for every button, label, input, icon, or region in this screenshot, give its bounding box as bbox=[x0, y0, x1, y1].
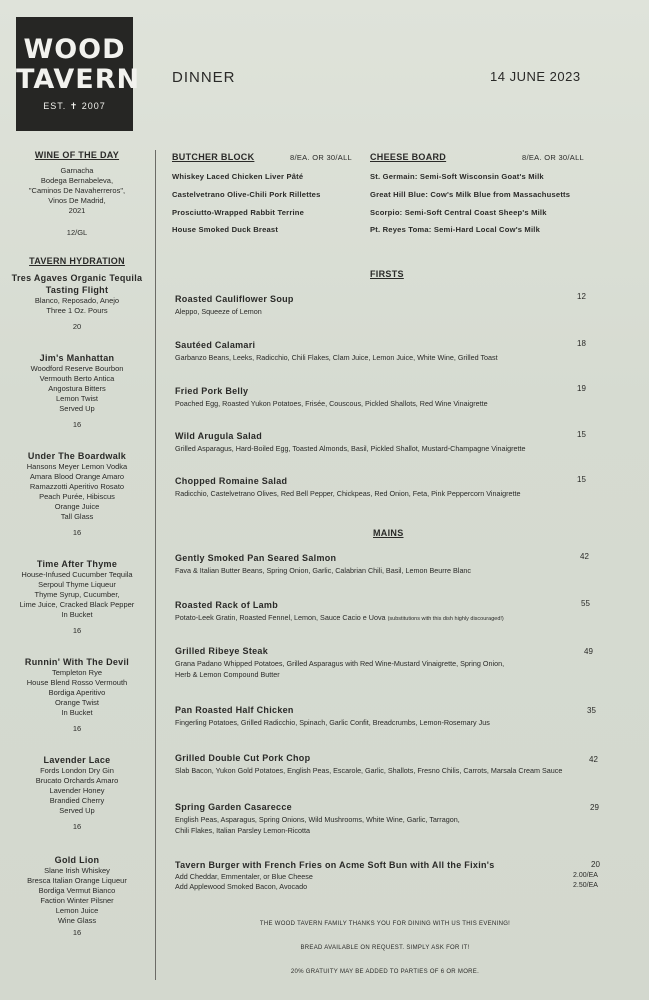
drink-line: Fords London Dry Gin bbox=[40, 766, 114, 775]
dish-price: 55 bbox=[581, 599, 590, 608]
mains-title: MAINS bbox=[373, 528, 404, 538]
dish-description: Slab Bacon, Yukon Gold Potatoes, English Peas, Escarole, Garlic, Shallots, Fresno Chilis, Carrots, Marsala Cream Sauce bbox=[175, 766, 563, 775]
drink-item bbox=[2, 854, 152, 938]
footer-gratuity: 20% GRATUITY MAY BE ADDED TO PARTIES OF 6 OR MORE. bbox=[290, 969, 480, 975]
drink-line: Templeton Rye bbox=[51, 668, 103, 677]
dish-description: Fingerling Potatoes, Grilled Radicchio, Spinach, Garlic Confit, Breadcrumbs, Lemon-Rosemary Jus bbox=[175, 718, 490, 727]
drink-item bbox=[2, 450, 152, 538]
dish-item bbox=[175, 386, 595, 409]
drink-line: Bresca Italian Orange Liqueur bbox=[27, 876, 127, 885]
cheese-board-price: 8/EA. OR 30/ALL bbox=[522, 153, 585, 162]
dish-item bbox=[175, 294, 595, 317]
drink-line: Peach Purée, Hibiscus bbox=[39, 492, 115, 501]
drink-line: Orange Juice bbox=[54, 502, 100, 511]
drink-line: Slane Irish Whiskey bbox=[44, 866, 110, 875]
firsts-title: FIRSTS bbox=[370, 269, 404, 279]
drink-line: House-Infused Cucumber Tequila bbox=[21, 570, 133, 579]
footer-thanks: THE WOOD TAVERN FAMILY THANKS YOU FOR DINING WITH US THIS EVENING! bbox=[259, 921, 511, 927]
dish-name: Roasted Cauliflower Soup bbox=[175, 294, 294, 304]
drink-name: Lavender Lace bbox=[43, 755, 111, 765]
dish-name: Pan Roasted Half Chicken bbox=[175, 705, 294, 715]
menu-date: 14 JUNE 2023 bbox=[490, 69, 581, 84]
drinks-column bbox=[2, 150, 152, 938]
drink-price: 16 bbox=[72, 528, 82, 537]
butcher-item: Whiskey Laced Chicken Liver Pâté bbox=[172, 172, 304, 181]
drink-line: Serpoul Thyme Liqueur bbox=[38, 580, 116, 589]
dish-name: Wild Arugula Salad bbox=[175, 431, 262, 441]
drink-name: Under The Boardwalk bbox=[27, 451, 127, 461]
drink-name: Runnin' With The Devil bbox=[24, 657, 130, 667]
logo-line-1: WOOD bbox=[23, 34, 126, 65]
dish-description: Potato-Leek Gratin, Roasted Fennel, Lemon, Sauce Cacio e Uova bbox=[175, 613, 386, 622]
cheese-item: Scorpio: Semi-Soft Central Coast Sheep's Milk bbox=[370, 208, 547, 217]
drink-name: Time After Thyme bbox=[36, 559, 118, 569]
drink-line: Orange Twist bbox=[54, 698, 100, 707]
drink-line: Wine Glass bbox=[57, 916, 97, 925]
dish-description: Grilled Asparagus, Hard-Boiled Egg, Toasted Almonds, Basil, Pickled Shallot, Mustard-Champagne Vinaigrette bbox=[175, 444, 526, 453]
dish-item bbox=[175, 705, 595, 728]
dish-name: Tavern Burger with French Fries on Acme Soft Bun with All the Fixin's bbox=[175, 860, 495, 870]
column-divider bbox=[155, 150, 156, 980]
tavern-hydration-title: TAVERN HYDRATION bbox=[29, 256, 125, 266]
dish-price: 15 bbox=[577, 430, 586, 439]
butcher-item: House Smoked Duck Breast bbox=[172, 225, 279, 234]
dish-price: 20 bbox=[591, 860, 600, 869]
drink-price: 16 bbox=[72, 928, 82, 937]
drink-line: In Bucket bbox=[61, 708, 93, 717]
drink-line: Bordiga Vermut Bianco bbox=[38, 886, 116, 895]
drink-price: 16 bbox=[72, 724, 82, 733]
drink-line: Ramazzotti Aperitivo Rosato bbox=[29, 482, 125, 491]
drink-line: Lime Juice, Cracked Black Pepper bbox=[19, 600, 135, 609]
dish-item bbox=[175, 860, 595, 892]
cheese-item: Great Hill Blue: Cow's Milk Blue from Massachusetts bbox=[370, 190, 571, 199]
dish-name: Gently Smoked Pan Seared Salmon bbox=[175, 553, 337, 563]
dish-price: 18 bbox=[577, 339, 586, 348]
drink-line: Tall Glass bbox=[60, 512, 94, 521]
wine-line: "Caminos De Navaherreros", bbox=[28, 186, 126, 195]
dish-description: Grana Padano Whipped Potatoes, Grilled Asparagus with Red Wine-Mustard Vinaigrette, Spring Onion, bbox=[175, 659, 505, 668]
dish-item bbox=[175, 431, 595, 454]
dish-name: Fried Pork Belly bbox=[175, 386, 249, 396]
dish-description: Radicchio, Castelvetrano Olives, Red Bell Pepper, Chickpeas, Red Onion, Feta, Pink Peppercorn Vinaigrette bbox=[175, 489, 521, 498]
drink-name: Jim's Manhattan bbox=[39, 353, 115, 363]
drink-line: House Blend Rosso Vermouth bbox=[26, 678, 128, 687]
dish-description-cont: Herb & Lemon Compound Butter bbox=[175, 670, 280, 679]
drink-name: Gold Lion bbox=[54, 855, 100, 865]
wood-tavern-logo bbox=[16, 17, 141, 131]
dish-price: 49 bbox=[584, 647, 593, 656]
cheese-item: Pt. Reyes Toma: Semi-Hard Local Cow's Milk bbox=[370, 225, 540, 234]
wine-line: 2021 bbox=[68, 206, 86, 215]
drink-item bbox=[2, 272, 152, 332]
drink-line: Served Up bbox=[59, 806, 95, 815]
dish-name: Sautéed Calamari bbox=[175, 340, 256, 350]
dish-name: Grilled Ribeye Steak bbox=[175, 646, 269, 656]
butcher-item: Prosciutto-Wrapped Rabbit Terrine bbox=[172, 208, 305, 217]
dish-description: Add Cheddar, Emmentaler, or Blue Cheese bbox=[175, 872, 313, 881]
drink-line: Vermouth Berto Antica bbox=[39, 374, 115, 383]
dish-item bbox=[175, 476, 595, 499]
drink-price: 20 bbox=[72, 322, 82, 331]
dish-description: Fava & Italian Butter Beans, Spring Onion, Garlic, Calabrian Chili, Basil, Lemon Beurre Blanc bbox=[175, 566, 472, 575]
dish-price: 42 bbox=[589, 755, 598, 764]
dish-name: Roasted Rack of Lamb bbox=[175, 600, 279, 610]
dish-description-cont: Chili Flakes, Italian Parsley Lemon-Ricotta bbox=[175, 826, 311, 835]
drink-price: 16 bbox=[72, 626, 82, 635]
drink-line: Thyme Syrup, Cucumber, bbox=[34, 590, 120, 599]
dish-item bbox=[175, 600, 595, 624]
dish-price: 29 bbox=[590, 803, 599, 812]
dish-price: 12 bbox=[577, 292, 586, 301]
drink-line: Amara Blood Orange Amaro bbox=[29, 472, 125, 481]
drink-price: 16 bbox=[72, 822, 82, 831]
butcher-block-price: 8/EA. OR 30/ALL bbox=[290, 153, 353, 162]
drink-line: Blanco, Reposado, Anejo bbox=[34, 296, 120, 305]
dish-price: 15 bbox=[577, 475, 586, 484]
drink-line: Served Up bbox=[59, 404, 95, 413]
logo-est: EST. ✝ 2007 bbox=[43, 101, 106, 111]
dish-item bbox=[175, 646, 595, 680]
dish-item bbox=[175, 802, 595, 836]
dish-price: 42 bbox=[580, 552, 589, 561]
cheese-item: St. Germain: Semi-Soft Wisconsin Goat's Milk bbox=[370, 172, 544, 181]
dish-description: English Peas, Asparagus, Spring Onions, Wild Mushrooms, White Wine, Garlic, Tarragon, bbox=[175, 815, 460, 824]
drink-line: Lavender Honey bbox=[49, 786, 105, 795]
drink-item bbox=[2, 754, 152, 832]
dish-description-cont: Add Applewood Smoked Bacon, Avocado bbox=[175, 882, 308, 891]
drink-line: Brucato Orchards Amaro bbox=[35, 776, 119, 785]
addon-price: 2.00/EA bbox=[573, 872, 598, 879]
drink-line: In Bucket bbox=[61, 610, 93, 619]
footer-bread: BREAD AVAILABLE ON REQUEST. SIMPLY ASK FOR IT! bbox=[300, 945, 470, 951]
drink-item bbox=[2, 656, 152, 734]
wine-of-the-day-title: WINE OF THE DAY bbox=[34, 150, 120, 160]
dish-description: Poached Egg, Roasted Yukon Potatoes, Frisée, Couscous, Pickled Shallots, Red Wine Vinaigrette bbox=[175, 399, 488, 408]
dish-note: (substitutions with this dish highly discouraged!) bbox=[387, 616, 504, 622]
drink-line: Faction Winter Pilsner bbox=[40, 896, 114, 905]
drink-line: Three 1 Oz. Pours bbox=[46, 306, 108, 315]
cheese-board-title: CHEESE BOARD bbox=[370, 152, 447, 162]
drink-price: 16 bbox=[72, 420, 82, 429]
dish-item bbox=[175, 553, 595, 576]
drink-line: Brandied Cherry bbox=[49, 796, 105, 805]
dish-description-row bbox=[175, 613, 595, 624]
page-title: DINNER bbox=[172, 69, 236, 86]
drink-name: Tres Agaves Organic Tequila Tasting Flight bbox=[11, 273, 143, 295]
butcher-item: Castelvetrano Olive-Chili Pork Rillettes bbox=[172, 190, 321, 199]
drink-line: Bordiga Aperitivo bbox=[48, 688, 106, 697]
drink-item bbox=[2, 558, 152, 636]
drink-line: Lemon Twist bbox=[56, 394, 98, 403]
dish-name: Chopped Romaine Salad bbox=[175, 476, 288, 486]
drink-line: Woodford Reserve Bourbon bbox=[30, 364, 124, 373]
dish-item bbox=[175, 340, 595, 363]
logo-line-2: TAVERN bbox=[16, 64, 141, 95]
dish-price: 19 bbox=[577, 384, 586, 393]
dish-name: Grilled Double Cut Pork Chop bbox=[175, 753, 311, 763]
addon-price: 2.50/EA bbox=[573, 882, 598, 889]
dish-description: Garbanzo Beans, Leeks, Radicchio, Chili Flakes, Clam Juice, Lemon Juice, White Wine, Grilled Toast bbox=[175, 353, 498, 362]
wine-line: Vinos De Madrid, bbox=[48, 196, 106, 205]
dish-price: 35 bbox=[587, 706, 596, 715]
wine-price: 12/GL bbox=[66, 228, 88, 237]
dish-description: Aleppo, Squeeze of Lemon bbox=[175, 307, 262, 316]
wine-line: Bodega Bernabeleva, bbox=[40, 176, 114, 185]
wine-line: Garnacha bbox=[60, 166, 94, 175]
dish-name: Spring Garden Casarecce bbox=[175, 802, 292, 812]
drink-line: Lemon Juice bbox=[55, 906, 99, 915]
dish-item bbox=[175, 753, 595, 776]
drink-item bbox=[2, 352, 152, 430]
drink-line: Angostura Bitters bbox=[48, 384, 106, 393]
drink-line: Hansons Meyer Lemon Vodka bbox=[26, 462, 128, 471]
butcher-block-title: BUTCHER BLOCK bbox=[172, 152, 255, 162]
